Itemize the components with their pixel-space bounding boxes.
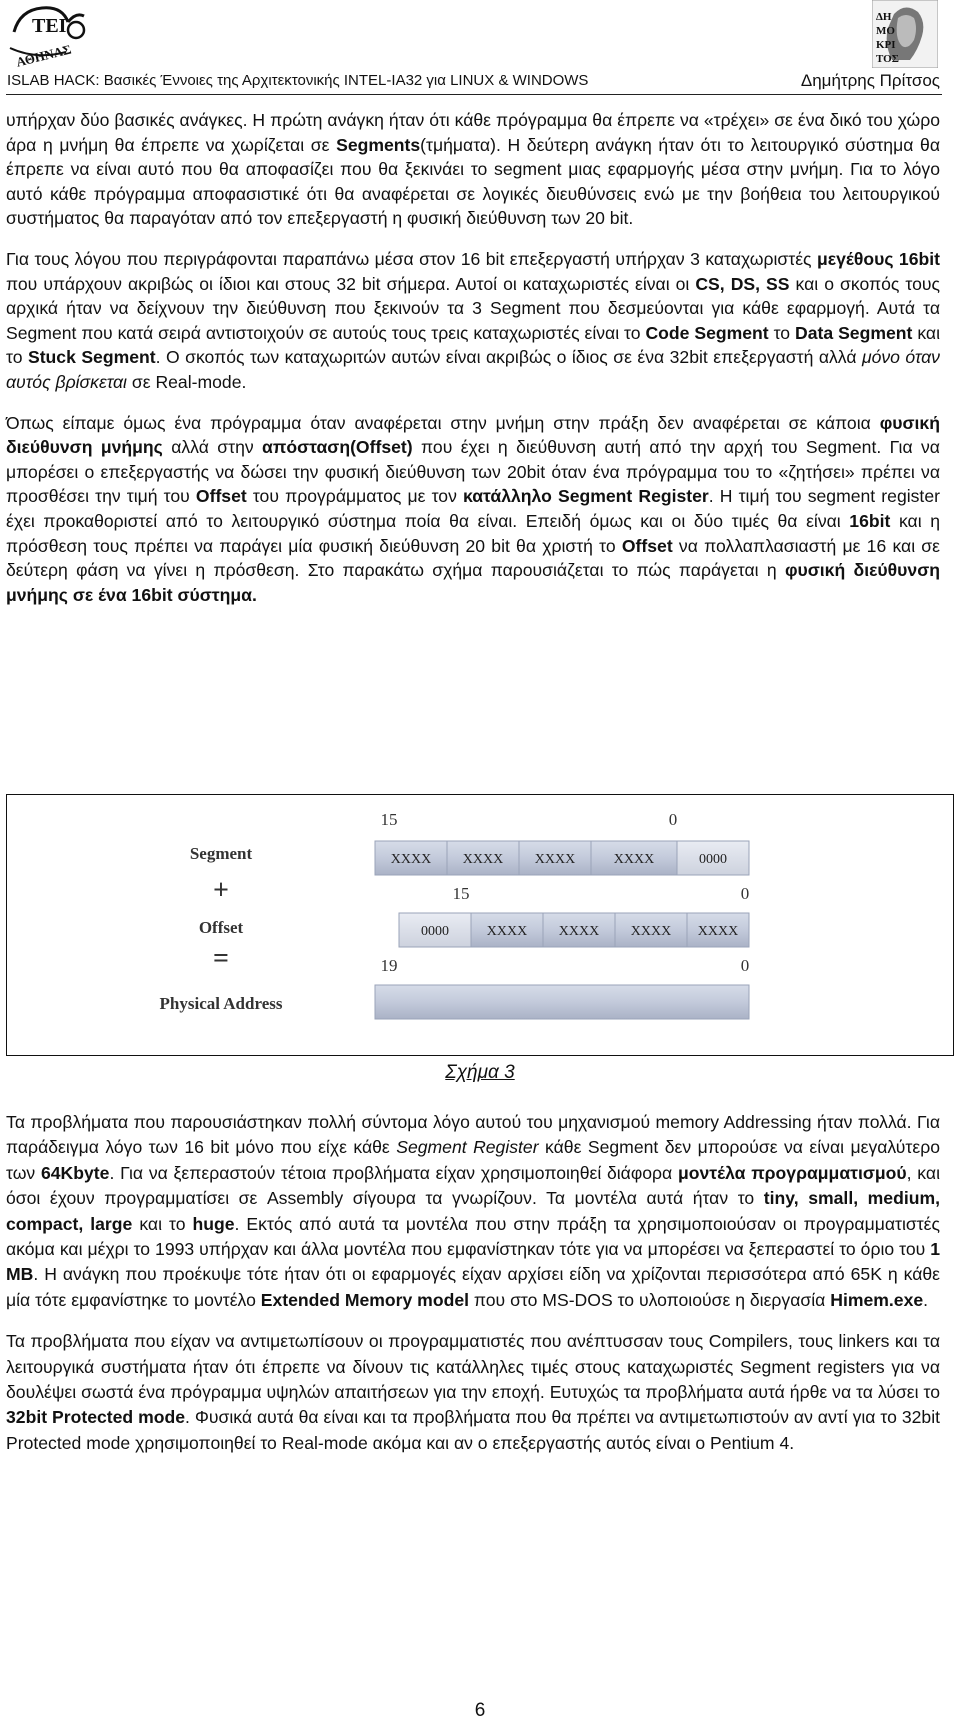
demokritos-logo-icon — [872, 0, 938, 68]
tei-athens-logo — [6, 2, 102, 68]
text: που στο MS-DOS το υλοποιούσε η διεργασία — [469, 1289, 831, 1310]
main-text-bottom — [6, 1110, 940, 1472]
svg-text:ΤΕΙ: ΤΕΙ — [32, 15, 67, 37]
bold-text: 32bit Protected mode — [6, 1407, 186, 1428]
header-divider — [6, 94, 942, 95]
segment-zero-cell: 0000 — [699, 852, 727, 867]
italic-text: Segment Register — [396, 1137, 539, 1158]
text: (τμήματα). Η δεύτερη ανάγκη ήταν ότι το λειτουργικό σύστημα θα έπρεπε να είναι αυτό που θα αποφασίζει που θα ξεκινάει το segment μιας εφαρμογής μέσα στην μνήμη. Για το λόγο αυτό κάθε πρόγραμμα αποφασιστικέ ότι θα αναφέρεται σε λογικές διευθύνσεις ενώ με την βοήθεια του λειτουργικού συστήματος θα παραγόταν από τον επεξεργαστή η φυσική διεύθυνση των 20 bit. — [6, 134, 940, 229]
bold-text: μεγέθους 16bit — [816, 248, 940, 269]
bold-text: μοντέλα προγραμματισμού — [677, 1162, 907, 1183]
text: το — [768, 322, 796, 343]
bold-text: Data Segment — [795, 322, 913, 343]
offset-cell-2: XXXX — [558, 924, 600, 939]
text: . Η ανάγκη που προέκυψε τότε ήταν ότι οι εφαρμογές είχαν αρχίσει είδη να χρίζονται περισσότερα από 65K η κάθε μία τότε εμφανίστηκε το μοντέλο — [6, 1264, 940, 1310]
text: που έχει η διεύθυνση αυτή από την αρχή του Segment. Για να μπορέσει ο επεξεργαστής να δώσει την φυσική διεύθυνση των 20bit όταν ένα πρόγραμμα του το «ζητήσει» πρέπει να προσθέσει την τιμή του — [6, 437, 940, 507]
paragraph-2 — [6, 247, 940, 395]
figure-caption — [0, 1062, 960, 1084]
text: κάθε Segment δεν μπορούσε να είναι μεγαλύτερο των — [6, 1137, 940, 1183]
svg-text:ΑΘΗΝΑΣ: ΑΘΗΝΑΣ — [14, 41, 73, 68]
segment-cell-1: XXXX — [390, 852, 432, 867]
segment-register-row — [375, 841, 749, 875]
bold-text: tiny, small, medium, compact, large — [6, 1188, 941, 1234]
text: . — [923, 1289, 929, 1310]
main-text-top — [6, 108, 940, 623]
svg-text:ΔΗ: ΔΗ — [876, 11, 892, 23]
text: υπήρχαν δύο βασικές ανάγκες. Η πρώτη ανάγκη ήταν ότι κάθε πρόγραμμα θα έπρεπε να «τρέχει» σε ένα δικό του χώρο άρα η μνήμη θα έπρεπε να χωρίζεται σε — [6, 110, 940, 155]
text: . Η τιμή του segment register έχει προκαθοριστεί από το λειτουργικό σύστημα ποία θα είναι. Επειδή όμως και οι δύο τιμές θα είναι — [6, 486, 940, 531]
text: . Για να ξεπεραστούν τέτοια προβλήματα είχαν χρησιμοποιηθεί διάφορα — [109, 1162, 678, 1183]
segment-bit-low: 0 — [668, 810, 678, 829]
text: Για τους λόγου που περιγράφονται παραπάνω μέσα στον 16 bit επεξεργαστή υπήρχαν 3 καταχωριστές — [6, 248, 817, 269]
text: του προγράμματος με τον — [246, 486, 463, 507]
page-number: 6 — [474, 1700, 486, 1721]
paragraph-5 — [6, 1329, 940, 1456]
physical-bit-high: 19 — [380, 956, 398, 975]
segment-bit-high: 15 — [380, 810, 398, 829]
bold-text: Stuck Segment — [27, 347, 156, 368]
physical-bit-low: 0 — [740, 956, 750, 975]
physical-address-bar — [375, 985, 749, 1019]
segment-cell-3: XXXX — [534, 852, 576, 867]
demokritos-logo — [872, 0, 938, 68]
text: που υπάρχουν ακριβώς οι ίδιοι και στους 32 bit σήμερα. Αυτοί οι καταχωριστές είναι οι — [6, 273, 696, 294]
segment-label: Segment — [189, 844, 253, 863]
paragraph-4 — [6, 1110, 940, 1313]
text: , και όσοι έχουν προγραμματίσει σε Assembly σίγουρα τα γνωρίζουν. Τα μοντέλα αυτά ήταν το — [6, 1162, 940, 1209]
text: να πολλαπλασιαστή με 16 και σε δεύτερη φάση να γίνει η πρόσθεση. Στο παρακάτω σχήμα παρουσιάζεται το πώς παράγεται η — [6, 535, 941, 581]
bold-text: φυσική διεύθυνση μνήμης σε ένα 16bit σύστημα. — [6, 560, 940, 605]
bold-text: huge — [192, 1213, 235, 1234]
bold-text: απόσταση(Offset) — [262, 437, 413, 458]
italic-text: μόνο όταν αυτός βρίσκεται — [6, 347, 940, 392]
paragraph-3 — [6, 411, 940, 608]
segment-cell-2: XXXX — [462, 852, 504, 867]
caption-text: Σχήμα 3 — [445, 1062, 515, 1083]
bold-text: Offset — [621, 535, 673, 556]
equals-sign: = — [213, 943, 229, 974]
text: . Εκτός από αυτά τα μοντέλα που στην πράξη τα χρησιμοποιούσαν οι προγραμματιστές ακόμα και μέχρι το 1993 υπήρχαν και άλλα μοντέλα που εμφανίστηκαν τότε για να μπορέσει να ξεπεραστεί το όριο του — [6, 1213, 941, 1260]
text: και το — [132, 1213, 193, 1234]
offset-label: Offset — [198, 918, 244, 937]
bold-text: 64Kbyte — [40, 1162, 110, 1183]
text: Τα προβλήματα που παρουσιάστηκαν πολλή σύντομα λόγο αυτού του μηχανισμού memory Addressing ήταν πολλά. Για παράδειγμα λόγο των 16 bit μόνο που είχε κάθε — [6, 1112, 940, 1158]
offset-cell-1: XXXX — [486, 924, 528, 939]
text: και η πρόσθεση τους πρέπει να παράγει μία φυσική διεύθυνση 20 bit θα χριστή το — [6, 510, 940, 556]
svg-text:ΤΟΣ: ΤΟΣ — [876, 53, 899, 65]
text: Όπως είπαμε όμως ένα πρόγραμμα όταν αναφέρεται στην μνήμη στην πράξη δεν αναφέρεται σε κάποια — [6, 412, 880, 433]
bold-text: κατάλληλο Segment Register — [463, 486, 709, 507]
text: και ο σκοπός τους αρχικά ήταν να δείχνουν την διεύθυνση που ξεκινούν τα 3 Segment που δεσμεύονται για κάθε εφαρμογή. Αυτά τα Segment που κατά σειρά αντιστοιχούν σε αυτούς τους τρεις καταχωριστές είναι το — [6, 273, 940, 343]
offset-cell-4: XXXX — [697, 924, 739, 939]
bold-text: φυσική διεύθυνση μνήμης — [6, 412, 940, 458]
offset-bit-high: 15 — [452, 884, 470, 903]
text: αλλά στην — [162, 437, 263, 458]
bold-text: CS, DS, SS — [695, 273, 790, 294]
tei-logo-icon — [6, 2, 102, 68]
offset-register-row — [399, 913, 749, 947]
plus-sign: + — [213, 875, 229, 906]
offset-zero-cell: 0000 — [421, 924, 449, 939]
text: σε Real-mode. — [126, 371, 247, 392]
offset-bit-low: 0 — [740, 884, 750, 903]
bold-text: Segments — [336, 134, 421, 155]
address-diagram-svg — [7, 795, 953, 1055]
segment-cell-4: XXXX — [613, 852, 655, 867]
address-diagram — [6, 794, 954, 1056]
course-title: ISLAB HACK: Βασικές Έννοιες της Αρχιτεκτονικής INTEL-IA32 για LINUX & WINDOWS — [7, 72, 589, 89]
paragraph-1 — [6, 108, 940, 231]
svg-text:ΚΡΙ: ΚΡΙ — [876, 39, 896, 51]
physical-address-label: Physical Address — [159, 994, 283, 1013]
author-name: Δημήτρης Πρίτσος — [800, 71, 940, 90]
bold-text: 16bit — [849, 510, 891, 531]
text: . Φυσικά αυτά θα είναι και τα προβλήματα που θα πρέπει να αντιμετωπιστούν αν αντί για το 32bit Protected mode χρησιμοποιηθεί το Real-mode ακόμα και αν ο επεξεργαστής αυτός είναι ο Pentium 4. — [6, 1407, 940, 1453]
bold-text: Extended Memory model — [260, 1289, 469, 1310]
bold-text: Himem.exe — [830, 1289, 924, 1310]
svg-text:ΜΟ: ΜΟ — [876, 25, 895, 37]
text: Τα προβλήματα που είχαν να αντιμετωπίσουν οι προγραμματιστές που ανέπτυσσαν τους Compilers, τους linkers και τα λειτουργικά συστήματα ήταν ότι έπρεπε να δίνουν τις κατάλληλες τιμές στους καταχωριστές Segment registers για να δουλέψει σωστά ένα πρόγραμμα υψηλών απαιτήσεων για την εποχή. Ευτυχώς τα προβλήματα αυτά ήρθε να τα λύσει το — [6, 1331, 940, 1403]
text: και το — [6, 322, 940, 368]
text: . Ο σκοπός των καταχωριτών αυτών είναι ακριβώς ο ίδιος σε ένα 32bit επεξεργαστή αλλά — [155, 347, 862, 368]
bold-text: 1 MB — [6, 1239, 940, 1285]
bold-text: Offset — [195, 486, 247, 507]
bold-text: Code Segment — [645, 322, 769, 343]
page-header — [0, 0, 960, 96]
offset-cell-3: XXXX — [630, 924, 672, 939]
